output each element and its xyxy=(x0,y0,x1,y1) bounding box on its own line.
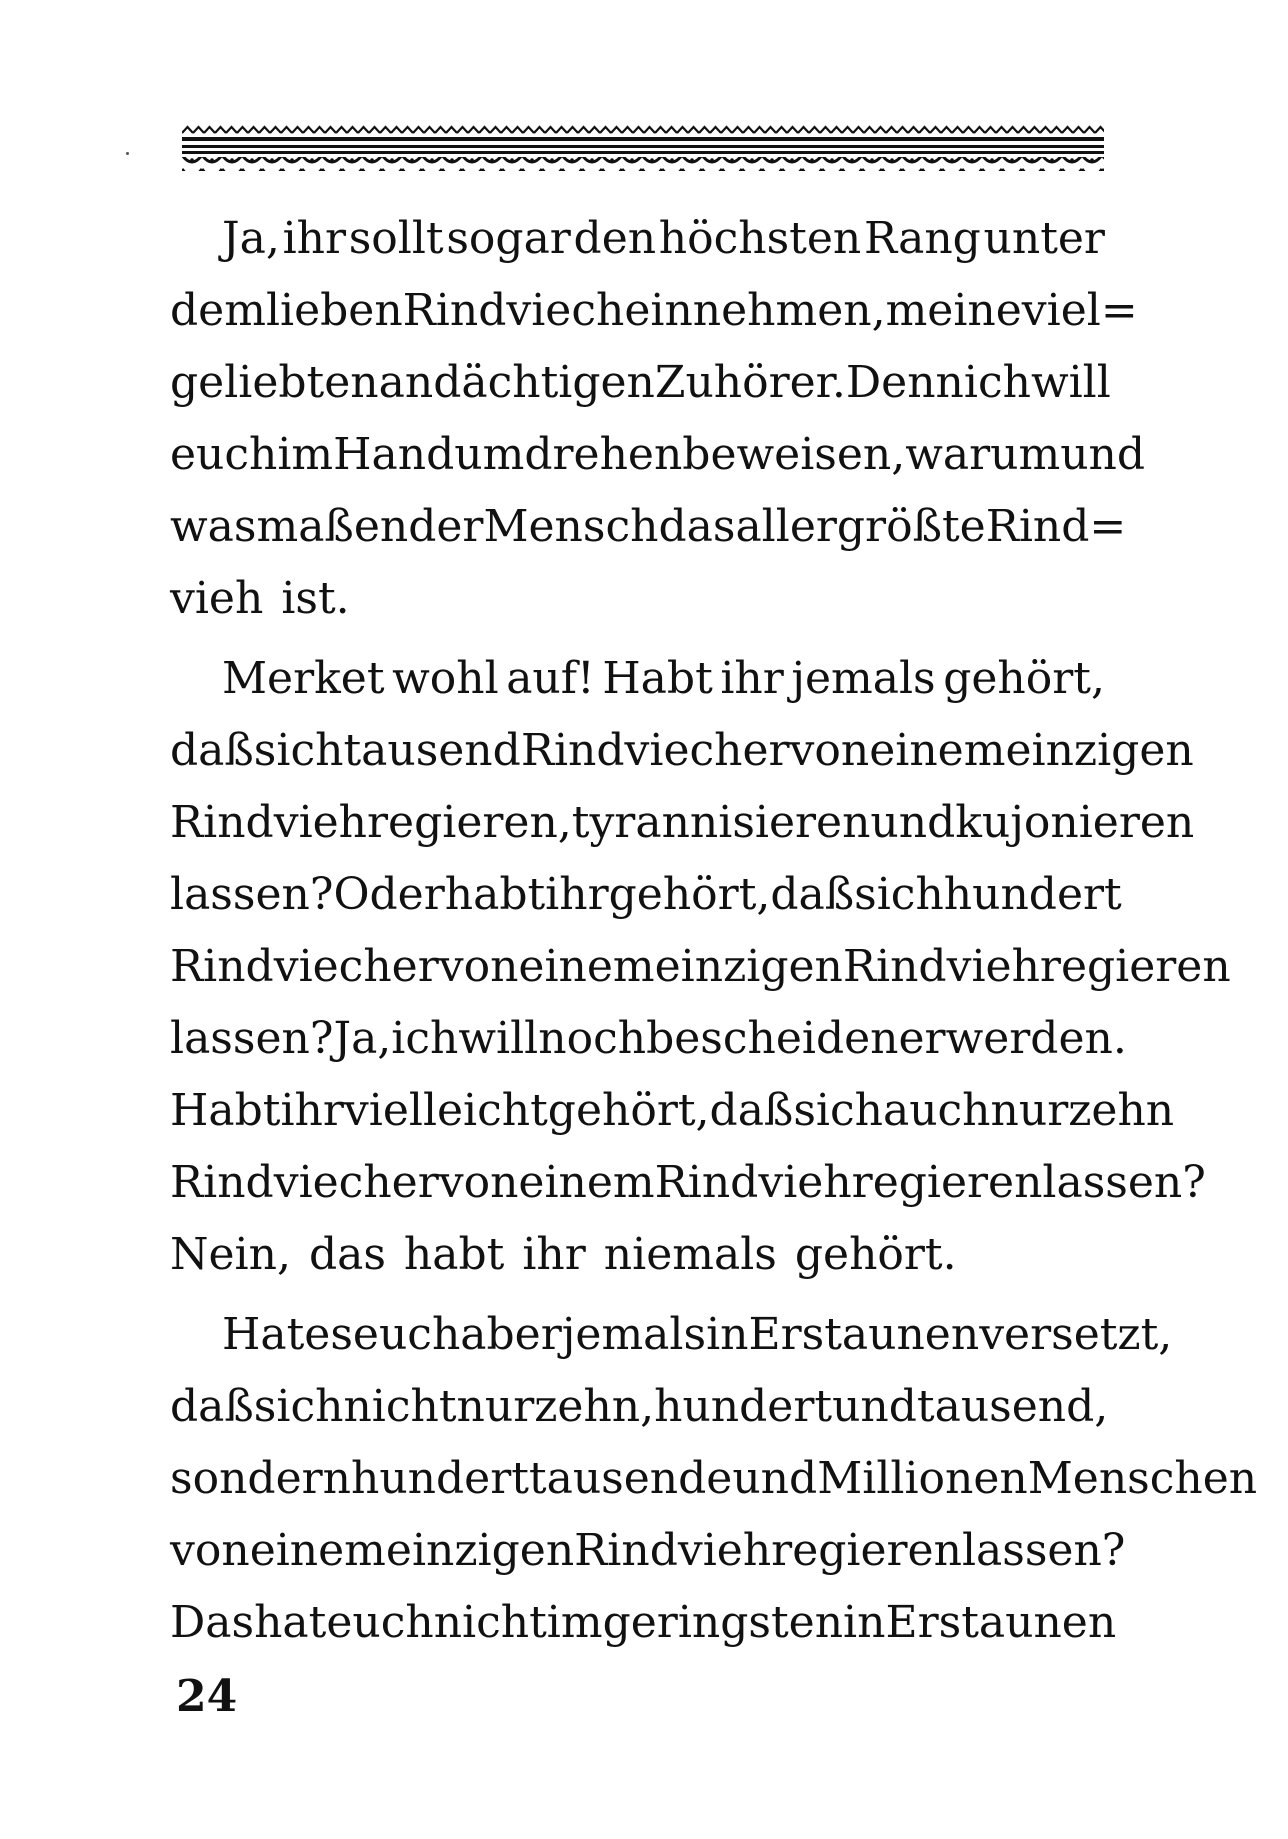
text-line xyxy=(170,787,1195,859)
text-line xyxy=(170,859,1122,931)
word: sollt xyxy=(348,213,444,264)
text-line xyxy=(170,1299,1173,1371)
word: habt xyxy=(403,1229,505,1280)
word: will xyxy=(458,1013,539,1064)
text-line xyxy=(170,715,1194,787)
word: euch xyxy=(352,1309,461,1360)
word: sich xyxy=(854,869,944,920)
word: Rindvieh xyxy=(654,1157,852,1208)
word: Erstaunen xyxy=(748,1309,980,1360)
word: tyrannisieren xyxy=(571,797,871,848)
word: ihr xyxy=(522,1229,586,1280)
word: das xyxy=(658,501,736,552)
word: lassen? xyxy=(961,1525,1126,1576)
word: auf! xyxy=(506,653,595,704)
word: Oder xyxy=(333,869,445,920)
word: hat xyxy=(254,1597,327,1648)
text-line xyxy=(170,1219,1105,1291)
text-line xyxy=(170,1587,1117,1659)
word: allergrößte xyxy=(735,501,986,552)
text-line xyxy=(170,1147,1206,1219)
word: noch xyxy=(538,1013,647,1064)
word: vielleicht xyxy=(343,1085,548,1136)
word: sich xyxy=(793,1085,883,1136)
body-text xyxy=(170,203,1258,1659)
text-line xyxy=(170,1515,1126,1587)
ornamental-header-border xyxy=(182,125,1104,185)
word: in xyxy=(843,1597,886,1648)
word: hundert xyxy=(654,1381,833,1432)
word: ihr xyxy=(720,653,784,704)
word: regieren xyxy=(1039,941,1231,992)
word: viel= xyxy=(1021,285,1138,336)
word: lassen? xyxy=(170,869,334,920)
word: hundert xyxy=(943,869,1122,920)
word: Rang xyxy=(863,213,981,264)
word: Rindviecher xyxy=(170,1157,439,1208)
text-line xyxy=(170,1003,1127,1075)
word: vieh xyxy=(170,573,264,624)
word: dem xyxy=(170,285,266,336)
word: tausend xyxy=(343,725,521,776)
paragraph-1 xyxy=(170,203,1146,635)
paragraph-gap xyxy=(170,1291,1105,1299)
word: und xyxy=(832,1381,917,1432)
word: daß xyxy=(170,725,254,776)
text-line xyxy=(170,491,1127,563)
word: der xyxy=(408,501,484,552)
word: ich xyxy=(391,1013,459,1064)
word: den xyxy=(573,213,657,264)
word: lassen? xyxy=(1042,1157,1206,1208)
word: Das xyxy=(170,1597,255,1648)
word: von xyxy=(438,1157,519,1208)
word: regieren, xyxy=(367,797,572,848)
word: wasmaßen xyxy=(170,501,409,552)
word: daß xyxy=(770,869,855,920)
word: sondern xyxy=(170,1453,351,1504)
word: Menschen xyxy=(1027,1453,1258,1504)
word: im xyxy=(546,1597,603,1648)
word: lieben xyxy=(265,285,403,336)
text-line xyxy=(170,643,1105,715)
text-line xyxy=(170,1371,1109,1443)
word: tausend, xyxy=(916,1381,1109,1432)
text-line xyxy=(170,203,1105,275)
word: Habt xyxy=(602,653,713,704)
word: ihr xyxy=(280,1085,344,1136)
word: einzigen xyxy=(1005,725,1194,776)
word: einzigen xyxy=(654,941,843,992)
text-line xyxy=(170,931,1231,1003)
word: gehört. xyxy=(794,1229,957,1280)
word: Zuhörer. xyxy=(654,357,846,408)
word: zehn xyxy=(1068,1085,1175,1136)
word: ihr xyxy=(545,869,609,920)
word: kujonieren xyxy=(955,797,1195,848)
word: und xyxy=(732,1453,818,1504)
paragraph-3 xyxy=(170,1299,1258,1659)
word: euch xyxy=(170,429,278,480)
word: Rindvieh xyxy=(170,797,368,848)
text-line xyxy=(170,347,1111,419)
word: lassen? xyxy=(170,1013,334,1064)
word: gehört, xyxy=(608,869,771,920)
word: jemals xyxy=(561,1309,707,1360)
word: werden. xyxy=(945,1013,1127,1064)
word: einem xyxy=(869,725,1006,776)
word: daß xyxy=(170,1381,254,1432)
word: Rindviecher xyxy=(520,725,790,776)
word: von xyxy=(170,1525,250,1576)
word: regieren xyxy=(771,1525,962,1576)
word: meine xyxy=(885,285,1022,336)
word: Millionen xyxy=(817,1453,1028,1504)
word: einem xyxy=(518,941,655,992)
word: nur xyxy=(456,1381,535,1432)
word: daß xyxy=(709,1085,794,1136)
word: bescheidener xyxy=(646,1013,946,1064)
word: Hat xyxy=(222,1309,305,1360)
word: nicht xyxy=(343,1381,457,1432)
word: jemals xyxy=(791,653,936,704)
word: es xyxy=(304,1309,353,1360)
word: versetzt, xyxy=(979,1309,1173,1360)
word: einem xyxy=(518,1157,655,1208)
word: niemals xyxy=(603,1229,777,1280)
word: und xyxy=(870,797,956,848)
word: und xyxy=(1060,429,1146,480)
word: andächtigen xyxy=(378,357,655,408)
text-line xyxy=(170,1443,1258,1515)
word: geringsten xyxy=(602,1597,844,1648)
print-speck xyxy=(126,152,129,155)
word: zehn, xyxy=(534,1381,655,1432)
word: Rindviech xyxy=(402,285,625,336)
word: wohl xyxy=(392,653,499,704)
word: im xyxy=(277,429,334,480)
word: beweisen, xyxy=(682,429,906,480)
word: hunderttausende xyxy=(350,1453,733,1504)
word: sich xyxy=(253,725,344,776)
word: Erstaunen xyxy=(885,1597,1117,1648)
word: Ja, xyxy=(222,213,280,264)
word: geliebten xyxy=(170,357,379,408)
text-line xyxy=(170,419,1146,491)
word: ihr xyxy=(282,213,347,264)
page-number: 24 xyxy=(176,1671,238,1722)
word: sich xyxy=(253,1381,344,1432)
text-line xyxy=(170,563,1105,635)
word: einzigen xyxy=(385,1525,575,1576)
word: Rindvieh xyxy=(574,1525,772,1576)
text-line xyxy=(170,275,1138,347)
word: sogar xyxy=(446,213,571,264)
word: ist. xyxy=(281,573,350,624)
word: gehört, xyxy=(547,1085,710,1136)
word: aber xyxy=(460,1309,562,1360)
word: warum xyxy=(905,429,1061,480)
word: nur xyxy=(990,1085,1069,1136)
word: von xyxy=(438,941,519,992)
paragraph-2 xyxy=(170,643,1231,1291)
word: von xyxy=(789,725,870,776)
word: in xyxy=(706,1309,749,1360)
word: will xyxy=(1030,357,1111,408)
word: Denn xyxy=(845,357,964,408)
text-line xyxy=(170,1075,1175,1147)
word: habt xyxy=(444,869,546,920)
word: das xyxy=(308,1229,386,1280)
word: gehört, xyxy=(943,653,1105,704)
word: Mensch xyxy=(483,501,659,552)
word: Rindvieh xyxy=(842,941,1040,992)
word: Merket xyxy=(222,653,385,704)
word: Rindviecher xyxy=(170,941,439,992)
word: Habt xyxy=(170,1085,281,1136)
word: einnehmen, xyxy=(624,285,886,336)
paragraph-gap xyxy=(170,635,1105,643)
word: einem xyxy=(249,1525,386,1576)
word: unter xyxy=(983,213,1105,264)
word: auch xyxy=(882,1085,991,1136)
word: regieren xyxy=(851,1157,1043,1208)
word: Ja, xyxy=(333,1013,392,1064)
word: ich xyxy=(963,357,1031,408)
word: Rind= xyxy=(985,501,1127,552)
word: euch xyxy=(326,1597,434,1648)
word: Nein, xyxy=(170,1229,291,1280)
word: höchsten xyxy=(658,213,862,264)
word: nicht xyxy=(433,1597,547,1648)
word: Handumdrehen xyxy=(333,429,683,480)
